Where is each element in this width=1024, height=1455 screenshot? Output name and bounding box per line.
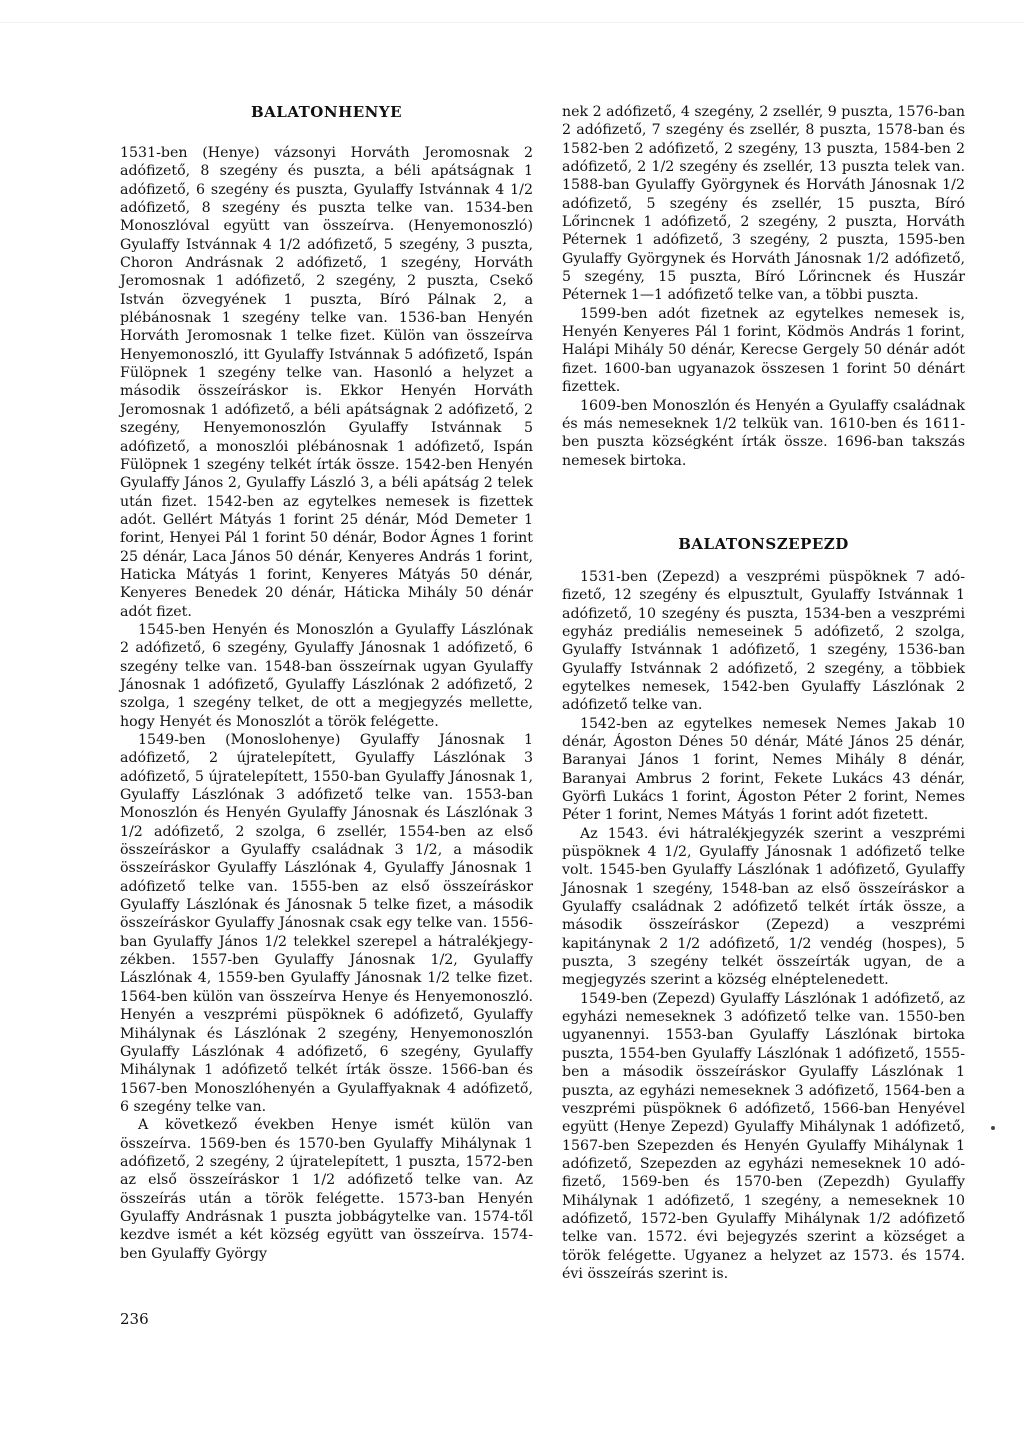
paragraph: 1531-ben (Zepezd) a veszprémi püspöknek 7 adófizető, 12 szegény és elpusztult, Gyulaffy Istvánnak 1 adófizető, 10 szegény és puszta, 1534-ben a veszprémi egyház prediális nemeseinek 5 adófizető, 2 szolga, Gyulaffy Istvánnak 1 adófizető, 1 szegény, 1536-ban Gyulaffy Istvánnak 2 adófizető, 2 szegény, a többiek egytelkes nemesek, 1542-ben Gyulaffy Lászlónak 2 adófizető telke van. (562, 568, 965, 714)
right-column (562, 103, 965, 1283)
paragraph: 1549-ben (Monoslohenye) Gyulaffy Jánosnak 1 adófizető, 2 újratelepített, Gyulaffy Lászlónak 3 adófizető, 5 újratelepített, 1550-ban Gyulaffy Jánosnak 1, Gyulaffy Lászlónak 3 adófizető telke van. 1553-ban Monoszlón és Henyén Gyulaffy Jánosnak és Lászlónak 3 1/2 adófizető, 2 szolga, 6 zsellér, 1554-ben az első összeíráskor a Gyulaffy családnak 3 1/2, a második összeíráskor Gyulaffy Lászlónak 4, Gyulaffy Jánosnak 1 adófizető telke van. 1555-ben az első összeíráskor Gyulaffy Lászlónak és Jánosnak 5 telke fizet, a második összeíráskor Gyulaffy Jánosnak csak egy telke van. 1556-ban Gyulaffy János 1/2 telekkel szerepel a hátralékjegyzékben. 1557-ben Gyulaffy Jánosnak 1/2, Gyulaffy Lászlónak 4, 1559-ben Gyulaffy Jánosnak 1/2 telke fizet. 1564-ben külön van összeírva Henye és Henyemonoszló. Henyén a veszprémi püspöknek 6 adófizető, Gyulaffy Mihálynak és Lászlónak 2 szegény, Henyemonoszlón Gyulaffy Lászlónak 4 adófizető, 6 szegény, Gyulaffy Mihálynak 1 adófizető telkét írták össze. 1566-ban és 1567-ben Monoszlóhenyén a Gyulaffyaknak 4 adófizető, 6 szegény telke van. (120, 732, 533, 1115)
page-number: 236 (120, 1310, 149, 1328)
section-heading-balatonszepezd: BALATONSZEPEZD (678, 534, 849, 553)
scan-speck (991, 1126, 995, 1130)
paragraph: 1609-ben Monoszlón és Henyén a Gyulaffy családnak és más nemeseknek 1/2 telkük van. 1610-ben és 1611-ben puszta községként írták össze. 1696-ban takszás nemesek birtoka. (562, 397, 965, 469)
scan-edge-line (0, 22, 1024, 23)
paragraph: 1545-ben Henyén és Monoszlón a Gyulaffy Lászlónak 2 adófizető, 6 szegény, Gyulaffy Jánosnak 1 adófizető, 6 szegény telke van. 1548-ban összeírnak ugyan Gyulaffy Jánosnak 1 adófizető, Gyulaffy Lászlónak 2 adófizető, 2 szolga, 1 szegény telket, de ott a megjegyzés mellette, hogy Henyét és Monoszlót a török felégette. (120, 621, 533, 730)
paragraph: Az 1543. évi hátralékjegyzék szerint a veszprémi püspöknek 4 1/2, Gyulaffy Jánosnak 1 adófizető telke volt. 1545-ben Gyulaffy Lászlónak 1 adófizető, Gyulaffy Jánosnak 1 szegény, 1548-ban az első összeíráskor a Gyulaffy családnak 2 adófizető telkét írták össze, a második összeíráskor (Zepezd) a veszprémi kapitánynak 2 1/2 adófizető, 1/2 vendég (hospes), 5 puszta, 3 szegény telkét összeírták ugyan, de a megjegyzés szerint a község elnéptelenedett. (562, 825, 965, 989)
left-column (120, 103, 533, 1263)
paragraph: 1549-ben (Zepezd) Gyulaffy Lászlónak 1 adófizető, az egyházi nemeseknek 3 adófizető telke van. 1550-ben ugyanennyi. 1553-ban Gyulaffy Lászlónak birtoka puszta, 1554-ben Gyulaffy Lászlónak 1 adófizető, 1555-ben a második összeíráskor Gyulaffy Lászlónak 1 puszta, az egyházi nemeseknek 3 adófizető, 1564-ben a veszprémi püspöknek 6 adófizető, 1566-ban Henyével együtt (Henye Zepezd) Gyulaffy Mihálynak 1 adófizető, 1567-ben Szepezden és Henyén Gyulaffy Mihálynak 1 adófizető, Szepezden az egyházi nemeseknek 10 adófizető, 1569-ben és 1570-ben (Zepezdh) Gyulaffy Mihálynak 1 adófizető, 1 szegény, a nemeseknek 10 adófizető, 1572-ben Gyulaffy Mihálynak 1/2 adófizető telke van. 1572. évi bejegyzés szerint a községet a török felégette. Ugyanez a helyzet az 1573. és 1574. évi összeírás szerint is. (562, 990, 965, 1282)
paragraph: A következő években Henye ismét külön van összeírva. 1569-ben és 1570-ben Gyulaffy Mihálynak 1 adófizető, 2 szegény, 2 újratelepített, 1 puszta, 1572-ben az első összeíráskor 1 1/2 adófizető telke van. Az összeírás után a török felégette. 1573-ban Henyén Gyulaffy Andrásnak 1 puszta jobbágytelke van. 1574-től kezdve ismét a két község együtt van összeírva. 1574-ben Gyulaffy György (120, 1117, 533, 1262)
paragraph: 1531-ben (Henye) vázsonyi Horváth Jeromosnak 2 adófizető, 8 szegény és puszta, a béli apátságnak 1 adófizető, 6 szegény és puszta, Gyulaffy Istvánnak 4 1/2 adófizető, 8 szegény és puszta telke van. 1534-ben Monoszlóval együtt van összeírva. (Henyemonoszló) Gyulaffy Istvánnak 4 1/2 adófizető, 5 szegény, 3 puszta, Choron Andrásnak 2 adófizető, 1 szegény, Horváth Jeromosnak 1 adófizető, 2 szegény, 2 puszta, Csekő István özvegyének 1 puszta, Bíró Pálnak 2, a plébánosnak 1 szegény telke van. 1536-ban Henyén Horváth Jeromosnak 1 telke fizet. Külön van összeírva Henyemonoszló, itt Gyulaffy Istvánnak 5 adófizető, Ispán Fülöpnek 1 szegény telke van. Hasonló a helyzet a második összeíráskor is. Ekkor Henyén Horváth Jeromosnak 1 adófizető, a béli apátságnak 2 adófizető, 2 szegény, Henyemonoszlón Gyulaffy Istvánnak 5 adófizető, a monoszlói plébánosnak 1 adófizető, Ispán Fülöpnek 1 szegény telkét írták össze. 1542-ben Henyén Gyulaffy János 2, Gyulaffy László 3, a béli apátság 2 telek után fizet. 1542-ben az egytelkes nemesek is fizettek adót. Gellért Mátyás 1 forint 25 dénár, Mód Demeter 1 forint, Henyei Pál 1 forint 50 dénár, Bodor Ágnes 1 forint 25 dénár, Laca János 50 dénár, Kenyeres András 1 forint, Haticka Mátyás 1 forint, Kenyeres Mátyás 50 dénár, Kenyeres Benedek 20 dénár, Háticka Mihály 50 dénár adót fizet. (120, 145, 533, 620)
paragraph: 1599-ben adót fizetnek az egytelkes nemesek is, Henyén Kenyeres Pál 1 forint, Ködmös András 1 forint, Halápi Mihály 50 dénár, Kerecse Gergely 50 dénár adót fizet. 1600-ban ugyanazok összesen 1 forint 50 dénárt fizettek. (562, 305, 965, 396)
paragraph-continuation: nek 2 adófizető, 4 szegény, 2 zsellér, 9 puszta, 1576-ban 2 adófizető, 7 szegény és zsellér, 8 puszta, 1578-ban és 1582-ben 2 adófizető, 2 szegény, 13 puszta, 1584-ben 2 adófizető, 2 1/2 szegény és zsellér, 13 puszta telek van. 1588-ban Gyulaffy Györgynek és Horváth Jánosnak 1/2 adófizető, 5 szegény és zsellér, 15 puszta, Bíró Lőrincnek 1 adófizető, 2 szegény, 2 puszta, Horváth Péternek 1 adófizető, 3 szegény, 2 puszta, 1595-ben Gyulaffy Györgynek és Horváth Jánosnak 1/2 adófizető, 5 szegény, 15 puszta, Bíró Lőrincnek és Huszár Péternek 1—1 adófizető telke van, a többi puszta. (562, 104, 965, 304)
paragraph: 1542-ben az egytelkes nemesek Nemes Jakab 10 dénár, Ágoston Dénes 50 dénár, Máté János 25 dénár, Baranyai János 1 forint, Nemes Mihály 8 dénár, Baranyai Ambrus 2 forint, Fekete Lukács 43 dénár, Györfi Lukács 1 forint, Ágoston Péter 2 forint, Nemes Péter 1 forint, Nemes Mátyás 1 forint adót fizetett. (562, 715, 965, 824)
section-heading-balatonhenye: BALATONHENYE (250, 103, 403, 121)
